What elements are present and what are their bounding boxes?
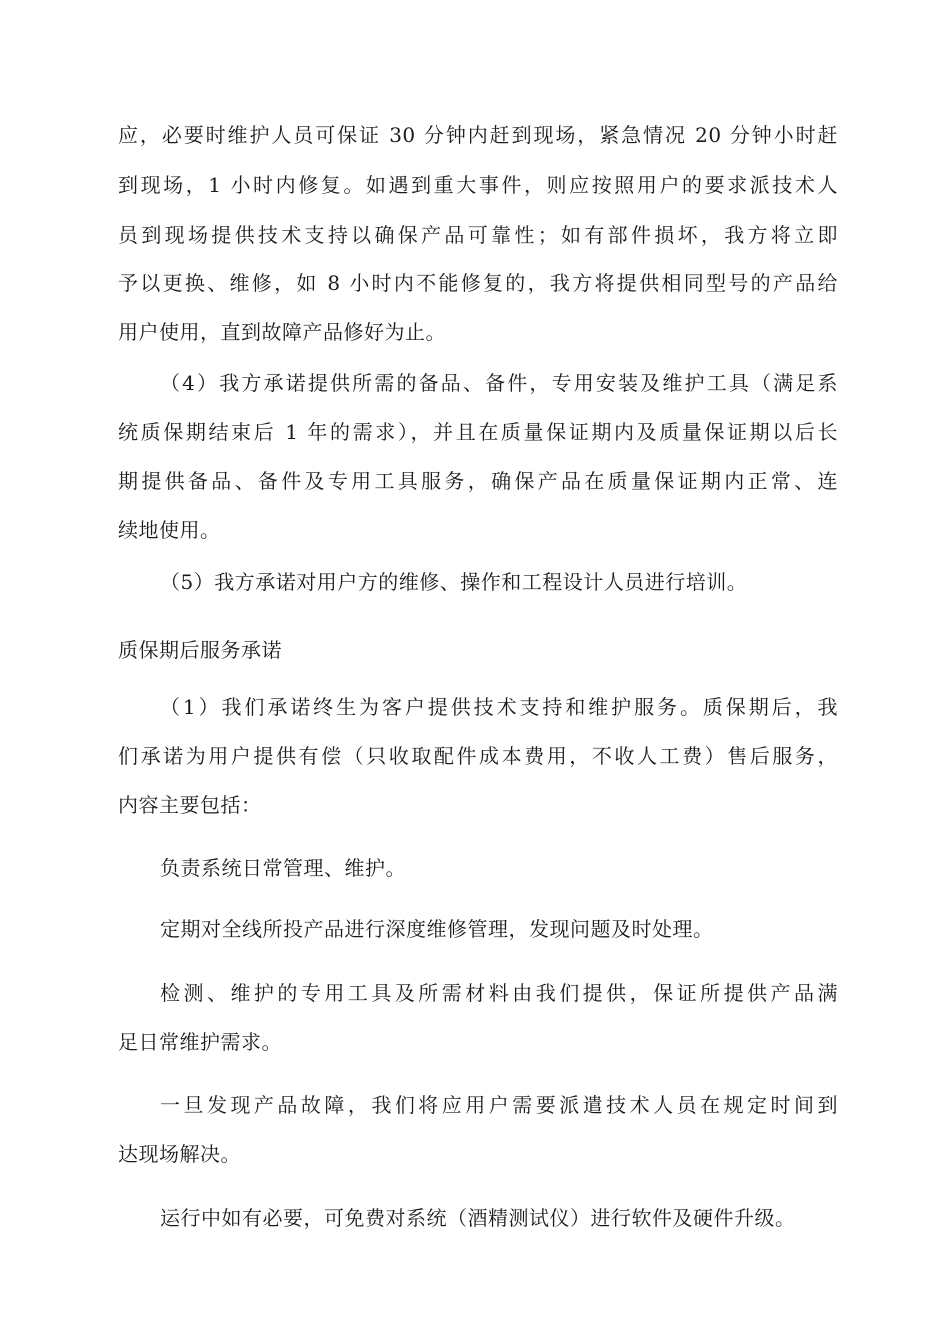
paragraph-line: （4）我方承诺提供所需的备品、备件，专用安装及维护工具（满足系	[160, 371, 838, 395]
paragraph-line: 达现场解决。	[118, 1142, 241, 1166]
paragraph-line: 予以更换、维修，如 8 小时内不能修复的，我方将提供相同型号的产品给	[118, 271, 838, 295]
paragraph-line: 用户使用，直到故障产品修好为止。	[118, 320, 446, 344]
paragraph-line: 应，必要时维护人员可保证 30 分钟内赶到现场，紧急情况 20 分钟小时赶	[118, 123, 838, 147]
paragraph-line: （5）我方承诺对用户方的维修、操作和工程设计人员进行培训。	[160, 570, 748, 594]
paragraph-line: 足日常维护需求。	[118, 1030, 282, 1054]
paragraph-line: 负责系统日常管理、维护。	[160, 856, 406, 880]
paragraph-line: 到现场，1 小时内修复。如遇到重大事件，则应按照用户的要求派技术人	[118, 173, 838, 197]
paragraph-line: 统质保期结束后 1 年的需求），并且在质量保证期内及质量保证期以后长	[118, 420, 838, 444]
paragraph-line: 期提供备品、备件及专用工具服务，确保产品在质量保证期内正常、连	[118, 469, 838, 493]
paragraph-line: 们承诺为用户提供有偿（只收取配件成本费用，不收人工费）售后服务，	[118, 744, 838, 768]
paragraph-line: 续地使用。	[118, 518, 221, 542]
paragraph-line: 运行中如有必要，可免费对系统（酒精测试仪）进行软件及硬件升级。	[160, 1206, 796, 1230]
paragraph-line: 一旦发现产品故障，我们将应用户需要派遣技术人员在规定时间到	[160, 1093, 838, 1117]
paragraph-line: 员到现场提供技术支持以确保产品可靠性；如有部件损坏，我方将立即	[118, 223, 838, 247]
paragraph-line: 定期对全线所投产品进行深度维修管理，发现问题及时处理。	[160, 917, 714, 941]
paragraph-line: （1）我们承诺终生为客户提供技术支持和维护服务。质保期后，我	[160, 695, 838, 719]
paragraph-line: 内容主要包括：	[118, 793, 262, 817]
paragraph-line: 检测、维护的专用工具及所需材料由我们提供，保证所提供产品满	[160, 981, 838, 1005]
section-heading: 质保期后服务承诺	[118, 638, 282, 662]
